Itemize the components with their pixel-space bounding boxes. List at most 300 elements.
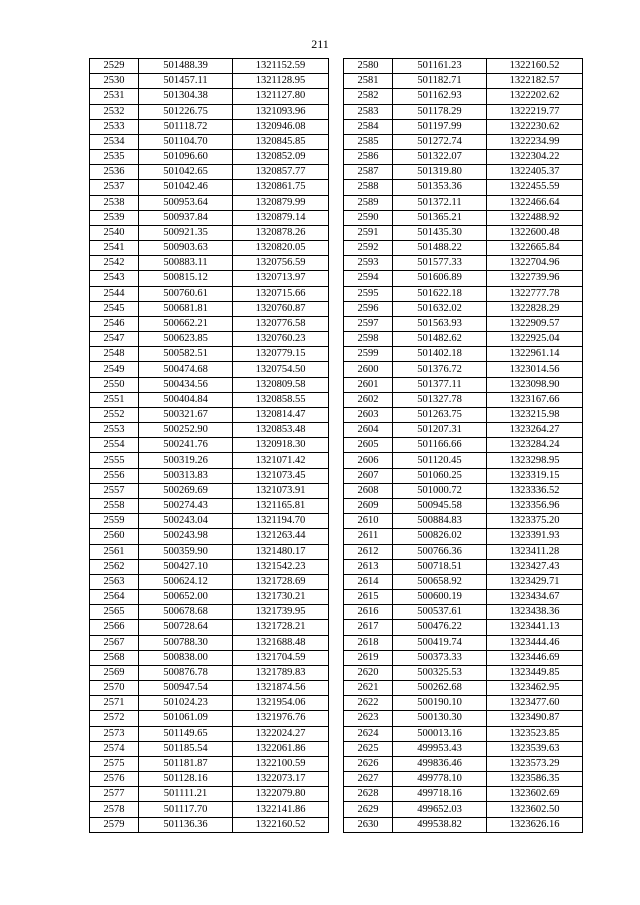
table-row	[344, 514, 583, 529]
point-number-cell: 2549	[90, 362, 139, 377]
point-number-cell: 2622	[344, 696, 393, 711]
x-coordinate-cell: 500419.74	[393, 635, 487, 650]
y-coordinate-cell: 1322304.22	[487, 150, 583, 165]
x-coordinate-cell: 500434.56	[139, 377, 233, 392]
point-number-cell: 2594	[344, 271, 393, 286]
point-number-cell: 2630	[344, 817, 393, 832]
y-coordinate-cell: 1321688.48	[233, 635, 329, 650]
y-coordinate-cell: 1322234.99	[487, 134, 583, 149]
point-number-cell: 2629	[344, 802, 393, 817]
point-number-cell: 2564	[90, 590, 139, 605]
point-number-cell: 2579	[90, 817, 139, 832]
y-coordinate-cell: 1320715.66	[233, 286, 329, 301]
point-number-cell: 2538	[90, 195, 139, 210]
y-coordinate-cell: 1320756.59	[233, 256, 329, 271]
table-row	[90, 195, 329, 210]
y-coordinate-cell: 1323319.15	[487, 468, 583, 483]
point-number-cell: 2616	[344, 605, 393, 620]
y-coordinate-cell: 1321542.23	[233, 559, 329, 574]
x-coordinate-cell: 501000.72	[393, 483, 487, 498]
point-number-cell: 2550	[90, 377, 139, 392]
y-coordinate-cell: 1322466.64	[487, 195, 583, 210]
y-coordinate-cell: 1320814.47	[233, 407, 329, 422]
point-number-cell: 2554	[90, 438, 139, 453]
table-row	[90, 817, 329, 832]
x-coordinate-cell: 501226.75	[139, 104, 233, 119]
y-coordinate-cell: 1323444.46	[487, 635, 583, 650]
x-coordinate-cell: 501128.16	[139, 772, 233, 787]
table-row	[344, 180, 583, 195]
table-row	[344, 119, 583, 134]
x-coordinate-cell: 501319.80	[393, 165, 487, 180]
x-coordinate-cell: 500269.69	[139, 483, 233, 498]
table-row	[344, 332, 583, 347]
x-coordinate-cell: 501353.36	[393, 180, 487, 195]
point-number-cell: 2560	[90, 529, 139, 544]
table-row	[344, 468, 583, 483]
coordinates-table-body	[344, 59, 583, 833]
point-number-cell: 2547	[90, 332, 139, 347]
point-number-cell: 2603	[344, 407, 393, 422]
y-coordinate-cell: 1323427.43	[487, 559, 583, 574]
point-number-cell: 2541	[90, 241, 139, 256]
table-row	[344, 438, 583, 453]
y-coordinate-cell: 1322600.48	[487, 225, 583, 240]
point-number-cell: 2585	[344, 134, 393, 149]
y-coordinate-cell: 1321789.83	[233, 665, 329, 680]
table-row	[344, 453, 583, 468]
y-coordinate-cell: 1322909.57	[487, 316, 583, 331]
table-row	[90, 514, 329, 529]
table-row	[90, 696, 329, 711]
point-number-cell: 2562	[90, 559, 139, 574]
x-coordinate-cell: 501178.29	[393, 104, 487, 119]
point-number-cell: 2600	[344, 362, 393, 377]
y-coordinate-cell: 1320946.08	[233, 119, 329, 134]
point-number-cell: 2592	[344, 241, 393, 256]
x-coordinate-cell: 501136.36	[139, 817, 233, 832]
point-number-cell: 2604	[344, 423, 393, 438]
point-number-cell: 2544	[90, 286, 139, 301]
x-coordinate-cell: 500760.61	[139, 286, 233, 301]
table-row	[344, 681, 583, 696]
table-row	[90, 468, 329, 483]
y-coordinate-cell: 1323336.52	[487, 483, 583, 498]
y-coordinate-cell: 1323602.69	[487, 787, 583, 802]
y-coordinate-cell: 1320779.15	[233, 347, 329, 362]
coordinates-table-right	[343, 58, 583, 833]
table-row	[344, 620, 583, 635]
table-row	[344, 59, 583, 74]
point-number-cell: 2571	[90, 696, 139, 711]
y-coordinate-cell: 1321728.21	[233, 620, 329, 635]
point-number-cell: 2625	[344, 741, 393, 756]
x-coordinate-cell: 500243.98	[139, 529, 233, 544]
table-row	[90, 453, 329, 468]
x-coordinate-cell: 501402.18	[393, 347, 487, 362]
y-coordinate-cell: 1323264.27	[487, 423, 583, 438]
y-coordinate-cell: 1322665.84	[487, 241, 583, 256]
x-coordinate-cell: 500876.78	[139, 665, 233, 680]
table-row	[344, 423, 583, 438]
point-number-cell: 2615	[344, 590, 393, 605]
x-coordinate-cell: 500718.51	[393, 559, 487, 574]
table-row	[344, 134, 583, 149]
x-coordinate-cell: 501376.72	[393, 362, 487, 377]
point-number-cell: 2556	[90, 468, 139, 483]
point-number-cell: 2532	[90, 104, 139, 119]
table-row	[344, 210, 583, 225]
table-row	[90, 574, 329, 589]
y-coordinate-cell: 1321093.96	[233, 104, 329, 119]
point-number-cell: 2577	[90, 787, 139, 802]
point-number-cell: 2618	[344, 635, 393, 650]
y-coordinate-cell: 1322100.59	[233, 756, 329, 771]
point-number-cell: 2545	[90, 301, 139, 316]
point-number-cell: 2582	[344, 89, 393, 104]
x-coordinate-cell: 501111.21	[139, 787, 233, 802]
x-coordinate-cell: 500815.12	[139, 271, 233, 286]
x-coordinate-cell: 501042.65	[139, 165, 233, 180]
x-coordinate-cell: 501632.02	[393, 301, 487, 316]
x-coordinate-cell: 501118.72	[139, 119, 233, 134]
y-coordinate-cell: 1323434.67	[487, 590, 583, 605]
table-row	[90, 498, 329, 513]
y-coordinate-cell: 1322455.59	[487, 180, 583, 195]
y-coordinate-cell: 1323356.96	[487, 498, 583, 513]
y-coordinate-cell: 1322202.62	[487, 89, 583, 104]
table-row	[344, 756, 583, 771]
x-coordinate-cell: 500658.92	[393, 574, 487, 589]
table-row	[344, 559, 583, 574]
table-row	[90, 423, 329, 438]
x-coordinate-cell: 501162.93	[393, 89, 487, 104]
point-number-cell: 2610	[344, 514, 393, 529]
y-coordinate-cell: 1322961.14	[487, 347, 583, 362]
y-coordinate-cell: 1323014.56	[487, 362, 583, 377]
x-coordinate-cell: 501577.33	[393, 256, 487, 271]
x-coordinate-cell: 500945.58	[393, 498, 487, 513]
x-coordinate-cell: 501166.66	[393, 438, 487, 453]
x-coordinate-cell: 500476.22	[393, 620, 487, 635]
table-row	[90, 225, 329, 240]
y-coordinate-cell: 1320760.87	[233, 301, 329, 316]
point-number-cell: 2578	[90, 802, 139, 817]
x-coordinate-cell: 501181.87	[139, 756, 233, 771]
y-coordinate-cell: 1320820.05	[233, 241, 329, 256]
y-coordinate-cell: 1323411.28	[487, 544, 583, 559]
x-coordinate-cell: 501365.21	[393, 210, 487, 225]
y-coordinate-cell: 1321730.21	[233, 590, 329, 605]
x-coordinate-cell: 501120.45	[393, 453, 487, 468]
x-coordinate-cell: 501263.75	[393, 407, 487, 422]
x-coordinate-cell: 501606.89	[393, 271, 487, 286]
coordinates-table-left	[89, 58, 329, 833]
y-coordinate-cell: 1322182.57	[487, 74, 583, 89]
y-coordinate-cell: 1320861.75	[233, 180, 329, 195]
y-coordinate-cell: 1322073.17	[233, 772, 329, 787]
point-number-cell: 2561	[90, 544, 139, 559]
table-row	[344, 195, 583, 210]
x-coordinate-cell: 501482.62	[393, 332, 487, 347]
point-number-cell: 2617	[344, 620, 393, 635]
point-number-cell: 2608	[344, 483, 393, 498]
table-row	[90, 620, 329, 635]
point-number-cell: 2574	[90, 741, 139, 756]
table-row	[344, 665, 583, 680]
y-coordinate-cell: 1320776.58	[233, 316, 329, 331]
y-coordinate-cell: 1321194.70	[233, 514, 329, 529]
point-number-cell: 2612	[344, 544, 393, 559]
x-coordinate-cell: 500404.84	[139, 392, 233, 407]
point-number-cell: 2546	[90, 316, 139, 331]
x-coordinate-cell: 501104.70	[139, 134, 233, 149]
y-coordinate-cell: 1321152.59	[233, 59, 329, 74]
y-coordinate-cell: 1323298.95	[487, 453, 583, 468]
x-coordinate-cell: 500252.90	[139, 423, 233, 438]
table-row	[344, 89, 583, 104]
x-coordinate-cell: 499953.43	[393, 741, 487, 756]
y-coordinate-cell: 1323539.63	[487, 741, 583, 756]
y-coordinate-cell: 1323586.35	[487, 772, 583, 787]
point-number-cell: 2542	[90, 256, 139, 271]
table-row	[90, 74, 329, 89]
table-row	[90, 165, 329, 180]
page-number: 211	[311, 37, 329, 51]
x-coordinate-cell: 499718.16	[393, 787, 487, 802]
point-number-cell: 2609	[344, 498, 393, 513]
point-number-cell: 2586	[344, 150, 393, 165]
point-number-cell: 2534	[90, 134, 139, 149]
point-number-cell: 2606	[344, 453, 393, 468]
x-coordinate-cell: 500600.19	[393, 590, 487, 605]
point-number-cell: 2570	[90, 681, 139, 696]
point-number-cell: 2626	[344, 756, 393, 771]
table-row	[90, 605, 329, 620]
x-coordinate-cell: 501117.70	[139, 802, 233, 817]
x-coordinate-cell: 501563.93	[393, 316, 487, 331]
table-row	[90, 377, 329, 392]
x-coordinate-cell: 501149.65	[139, 726, 233, 741]
table-row	[90, 787, 329, 802]
x-coordinate-cell: 500788.30	[139, 635, 233, 650]
coordinates-table-body	[90, 59, 329, 833]
y-coordinate-cell: 1323375.20	[487, 514, 583, 529]
point-number-cell: 2536	[90, 165, 139, 180]
x-coordinate-cell: 501435.30	[393, 225, 487, 240]
x-coordinate-cell: 501061.09	[139, 711, 233, 726]
x-coordinate-cell: 500953.64	[139, 195, 233, 210]
x-coordinate-cell: 500313.83	[139, 468, 233, 483]
point-number-cell: 2548	[90, 347, 139, 362]
point-number-cell: 2605	[344, 438, 393, 453]
x-coordinate-cell: 499836.46	[393, 756, 487, 771]
point-number-cell: 2569	[90, 665, 139, 680]
x-coordinate-cell: 501304.38	[139, 89, 233, 104]
table-row	[344, 741, 583, 756]
y-coordinate-cell: 1320878.26	[233, 225, 329, 240]
table-row	[90, 681, 329, 696]
table-row	[90, 483, 329, 498]
table-row	[90, 119, 329, 134]
point-number-cell: 2602	[344, 392, 393, 407]
y-coordinate-cell: 1322141.86	[233, 802, 329, 817]
point-number-cell: 2623	[344, 711, 393, 726]
x-coordinate-cell: 501207.31	[393, 423, 487, 438]
table-row	[344, 787, 583, 802]
x-coordinate-cell: 500728.64	[139, 620, 233, 635]
x-coordinate-cell: 500652.00	[139, 590, 233, 605]
point-number-cell: 2531	[90, 89, 139, 104]
table-row	[344, 316, 583, 331]
point-number-cell: 2589	[344, 195, 393, 210]
point-number-cell: 2628	[344, 787, 393, 802]
point-number-cell: 2540	[90, 225, 139, 240]
y-coordinate-cell: 1322739.96	[487, 271, 583, 286]
y-coordinate-cell: 1322160.52	[487, 59, 583, 74]
table-row	[90, 134, 329, 149]
table-row	[344, 104, 583, 119]
point-number-cell: 2627	[344, 772, 393, 787]
x-coordinate-cell: 500321.67	[139, 407, 233, 422]
point-number-cell: 2619	[344, 650, 393, 665]
y-coordinate-cell: 1322160.52	[233, 817, 329, 832]
point-number-cell: 2601	[344, 377, 393, 392]
point-number-cell: 2563	[90, 574, 139, 589]
table-row	[90, 180, 329, 195]
y-coordinate-cell: 1321976.76	[233, 711, 329, 726]
point-number-cell: 2624	[344, 726, 393, 741]
x-coordinate-cell: 501060.25	[393, 468, 487, 483]
point-number-cell: 2580	[344, 59, 393, 74]
x-coordinate-cell: 501042.46	[139, 180, 233, 195]
x-coordinate-cell: 500826.02	[393, 529, 487, 544]
point-number-cell: 2555	[90, 453, 139, 468]
point-number-cell: 2573	[90, 726, 139, 741]
y-coordinate-cell: 1320809.58	[233, 377, 329, 392]
point-number-cell: 2533	[90, 119, 139, 134]
x-coordinate-cell: 501372.11	[393, 195, 487, 210]
x-coordinate-cell: 499778.10	[393, 772, 487, 787]
point-number-cell: 2621	[344, 681, 393, 696]
table-row	[90, 726, 329, 741]
point-number-cell: 2530	[90, 74, 139, 89]
point-number-cell: 2559	[90, 514, 139, 529]
table-row	[344, 256, 583, 271]
y-coordinate-cell: 1321739.95	[233, 605, 329, 620]
y-coordinate-cell: 1320879.14	[233, 210, 329, 225]
x-coordinate-cell: 499538.82	[393, 817, 487, 832]
x-coordinate-cell: 500359.90	[139, 544, 233, 559]
point-number-cell: 2529	[90, 59, 139, 74]
y-coordinate-cell: 1322219.77	[487, 104, 583, 119]
table-row	[344, 726, 583, 741]
point-number-cell: 2614	[344, 574, 393, 589]
table-row	[344, 74, 583, 89]
table-row	[90, 316, 329, 331]
point-number-cell: 2568	[90, 650, 139, 665]
y-coordinate-cell: 1323284.24	[487, 438, 583, 453]
table-row	[90, 544, 329, 559]
y-coordinate-cell: 1320852.09	[233, 150, 329, 165]
table-row	[344, 817, 583, 832]
x-coordinate-cell: 501096.60	[139, 150, 233, 165]
x-coordinate-cell: 500838.00	[139, 650, 233, 665]
table-row	[90, 301, 329, 316]
y-coordinate-cell: 1322704.96	[487, 256, 583, 271]
y-coordinate-cell: 1322488.92	[487, 210, 583, 225]
table-row	[90, 650, 329, 665]
y-coordinate-cell: 1323215.98	[487, 407, 583, 422]
x-coordinate-cell: 501488.39	[139, 59, 233, 74]
point-number-cell: 2587	[344, 165, 393, 180]
point-number-cell: 2583	[344, 104, 393, 119]
x-coordinate-cell: 500884.83	[393, 514, 487, 529]
y-coordinate-cell: 1320845.85	[233, 134, 329, 149]
point-number-cell: 2572	[90, 711, 139, 726]
table-row	[90, 286, 329, 301]
y-coordinate-cell: 1323429.71	[487, 574, 583, 589]
y-coordinate-cell: 1320918.30	[233, 438, 329, 453]
point-number-cell: 2566	[90, 620, 139, 635]
table-row	[90, 741, 329, 756]
point-number-cell: 2597	[344, 316, 393, 331]
x-coordinate-cell: 501161.23	[393, 59, 487, 74]
y-coordinate-cell: 1322079.80	[233, 787, 329, 802]
y-coordinate-cell: 1323449.85	[487, 665, 583, 680]
point-number-cell: 2565	[90, 605, 139, 620]
point-number-cell: 2553	[90, 423, 139, 438]
x-coordinate-cell: 500274.43	[139, 498, 233, 513]
table-row	[344, 802, 583, 817]
x-coordinate-cell: 500937.84	[139, 210, 233, 225]
x-coordinate-cell: 501322.07	[393, 150, 487, 165]
y-coordinate-cell: 1323441.13	[487, 620, 583, 635]
x-coordinate-cell: 500130.30	[393, 711, 487, 726]
point-number-cell: 2567	[90, 635, 139, 650]
table-row	[344, 286, 583, 301]
x-coordinate-cell: 500883.11	[139, 256, 233, 271]
table-row	[90, 271, 329, 286]
x-coordinate-cell: 500427.10	[139, 559, 233, 574]
table-row	[90, 392, 329, 407]
x-coordinate-cell: 501377.11	[393, 377, 487, 392]
point-number-cell: 2537	[90, 180, 139, 195]
point-number-cell: 2590	[344, 210, 393, 225]
y-coordinate-cell: 1322061.86	[233, 741, 329, 756]
x-coordinate-cell: 500243.04	[139, 514, 233, 529]
y-coordinate-cell: 1321073.91	[233, 483, 329, 498]
table-row	[90, 150, 329, 165]
table-row	[90, 347, 329, 362]
table-row	[90, 407, 329, 422]
x-coordinate-cell: 500319.26	[139, 453, 233, 468]
table-row	[344, 392, 583, 407]
table-row	[344, 362, 583, 377]
x-coordinate-cell: 501182.71	[393, 74, 487, 89]
y-coordinate-cell: 1323098.90	[487, 377, 583, 392]
table-row	[344, 271, 583, 286]
y-coordinate-cell: 1321165.81	[233, 498, 329, 513]
y-coordinate-cell: 1320760.23	[233, 332, 329, 347]
point-number-cell: 2552	[90, 407, 139, 422]
y-coordinate-cell: 1321704.59	[233, 650, 329, 665]
point-number-cell: 2611	[344, 529, 393, 544]
y-coordinate-cell: 1323490.87	[487, 711, 583, 726]
table-row	[90, 665, 329, 680]
y-coordinate-cell: 1323391.93	[487, 529, 583, 544]
table-row	[90, 210, 329, 225]
